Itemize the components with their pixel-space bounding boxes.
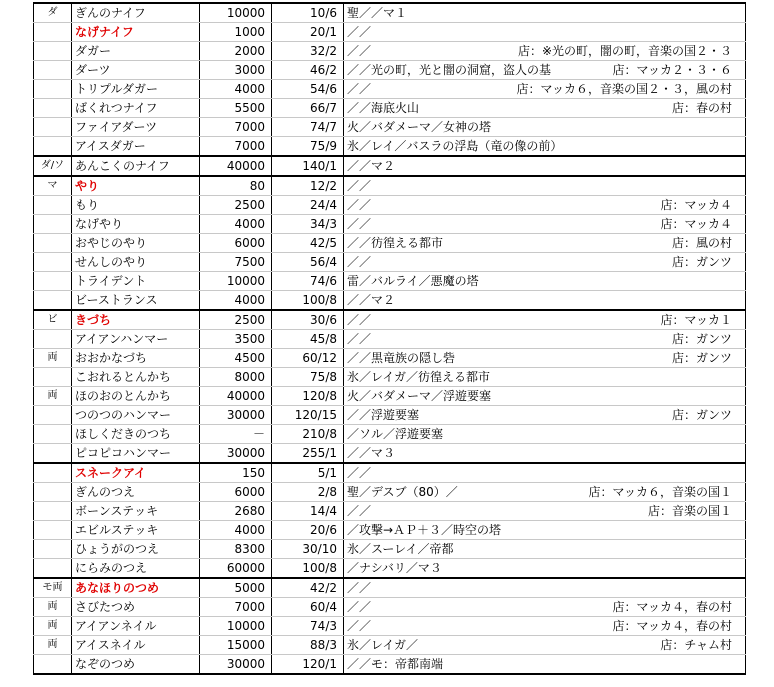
weapon-name-cell: つのつのハンマー: [72, 406, 200, 425]
category-cell: [34, 234, 72, 253]
weapon-name-cell: ほのおのとんかち: [72, 387, 200, 406]
table-row: [34, 502, 746, 521]
stat-cell: 34/3: [272, 215, 344, 234]
note-text: ／／マ３: [347, 446, 396, 460]
price-cell: 8300: [200, 540, 272, 559]
note-text: ／／光の町，光と闇の洞窟，盗人の基: [347, 63, 552, 77]
shop-text: [732, 521, 742, 539]
stat-cell: 74/3: [272, 617, 344, 636]
note-text: ／／: [347, 466, 372, 480]
stat-cell: 5/1: [272, 463, 344, 483]
category-cell: [34, 272, 72, 291]
note-text: 氷／レイガ／: [347, 638, 419, 652]
table-row: [34, 578, 746, 598]
shop-text: [732, 137, 742, 155]
note-cell: [344, 387, 746, 406]
weapon-name-cell: ほしくだきのつち: [72, 425, 200, 444]
note-cell: [344, 483, 746, 502]
weapon-name-cell: あなほりのつめ: [72, 578, 200, 598]
shop-text: 店：マッカ４: [660, 217, 732, 231]
price-cell: －: [200, 425, 272, 444]
table-row: [34, 425, 746, 444]
stat-cell: 24/4: [272, 196, 344, 215]
price-cell: 8000: [200, 368, 272, 387]
weapon-name-cell: アイアンハンマー: [72, 330, 200, 349]
price-cell: 30000: [200, 406, 272, 425]
table-row: [34, 156, 746, 176]
table-row: [34, 540, 746, 559]
note-cell: [344, 80, 746, 99]
category-cell: [34, 444, 72, 464]
category-cell: [34, 368, 72, 387]
category-cell: ダ: [34, 3, 72, 23]
weapon-name-cell: おやじのやり: [72, 234, 200, 253]
table-row: [34, 176, 746, 196]
price-cell: 3000: [200, 61, 272, 80]
note-text: ／／: [347, 179, 372, 193]
category-cell: [34, 330, 72, 349]
weapon-name-cell: ぎんのナイフ: [72, 3, 200, 23]
shop-text: [732, 540, 742, 558]
category-cell: モ両: [34, 578, 72, 598]
shop-text: 店：ガンツ: [671, 408, 732, 422]
price-cell: 10000: [200, 3, 272, 23]
note-text: ／／モ：帝都南端: [347, 657, 444, 671]
table-row: [34, 234, 746, 253]
stat-cell: 14/4: [272, 502, 344, 521]
category-cell: [34, 521, 72, 540]
table-row: [34, 444, 746, 464]
shop-text: 店：マッカ６，音楽の国２・３，風の村: [516, 82, 732, 96]
shop-text: 店：マッカ１: [660, 313, 732, 327]
note-cell: [344, 521, 746, 540]
stat-cell: 210/8: [272, 425, 344, 444]
note-text: ／／: [347, 581, 372, 595]
weapon-name-cell: やり: [72, 176, 200, 196]
shop-text: 店：マッカ４: [660, 198, 732, 212]
note-cell: [344, 559, 746, 579]
weapon-name-cell: さびたつめ: [72, 598, 200, 617]
shop-text: [732, 291, 742, 309]
weapon-name-cell: ファイアダーツ: [72, 118, 200, 137]
weapon-name-cell: ボーンステッキ: [72, 502, 200, 521]
shop-text: 店：音楽の国１: [647, 504, 732, 518]
category-cell: マ: [34, 176, 72, 196]
shop-text: [732, 118, 742, 136]
shop-text: [732, 579, 742, 597]
category-cell: [34, 215, 72, 234]
note-cell: [344, 636, 746, 655]
note-text: ／／海底火山: [347, 101, 420, 115]
shop-text: 店：チャム村: [660, 638, 732, 652]
table-row: [34, 118, 746, 137]
stat-cell: 66/7: [272, 99, 344, 118]
weapon-name-cell: おおかなづち: [72, 349, 200, 368]
stat-cell: 32/2: [272, 42, 344, 61]
shop-text: 店：マッカ４，春の村: [612, 600, 732, 614]
note-text: 氷／レイガ／彷徨える都市: [347, 370, 491, 384]
stat-cell: 10/6: [272, 3, 344, 23]
note-cell: [344, 291, 746, 311]
note-text: ／／: [347, 198, 372, 212]
note-text: 氷／レイ／バスラの浮島（竜の像の前）: [347, 139, 563, 153]
stat-cell: 75/8: [272, 368, 344, 387]
weapon-name-cell: なぞのつめ: [72, 655, 200, 675]
price-cell: 2500: [200, 196, 272, 215]
note-cell: [344, 617, 746, 636]
shop-text: [732, 559, 742, 577]
note-text: ／／: [347, 25, 372, 39]
shop-text: 店：春の村: [671, 101, 732, 115]
table-row: [34, 636, 746, 655]
category-cell: [34, 463, 72, 483]
price-cell: 5000: [200, 578, 272, 598]
note-text: ／攻撃→ＡＰ＋３／時空の塔: [347, 523, 502, 537]
note-text: ／／マ２: [347, 159, 396, 173]
price-cell: 60000: [200, 559, 272, 579]
price-cell: 4000: [200, 291, 272, 311]
category-cell: 両: [34, 387, 72, 406]
note-cell: [344, 578, 746, 598]
note-text: ／ソル／浮遊要塞: [347, 427, 444, 441]
price-cell: 40000: [200, 387, 272, 406]
note-text: ／／マ２: [347, 293, 396, 307]
price-cell: 4500: [200, 349, 272, 368]
shop-text: 店：マッカ６，音楽の国１: [588, 485, 732, 499]
weapon-table: [33, 2, 746, 675]
table-row: [34, 215, 746, 234]
price-cell: 2500: [200, 310, 272, 330]
price-cell: 10000: [200, 272, 272, 291]
note-text: ／／: [347, 217, 372, 231]
stat-cell: 88/3: [272, 636, 344, 655]
note-cell: [344, 330, 746, 349]
category-cell: 両: [34, 617, 72, 636]
note-text: ／／: [347, 504, 372, 518]
category-cell: [34, 80, 72, 99]
shop-text: [732, 23, 742, 41]
table-row: [34, 368, 746, 387]
price-cell: 6000: [200, 234, 272, 253]
note-text: 氷／スーレイ／帝都: [347, 542, 454, 556]
price-cell: 80: [200, 176, 272, 196]
weapon-name-cell: あんこくのナイフ: [72, 156, 200, 176]
price-cell: 10000: [200, 617, 272, 636]
note-cell: [344, 540, 746, 559]
table-row: [34, 463, 746, 483]
price-cell: 30000: [200, 444, 272, 464]
note-text: ／／黒竜族の隠し砦: [347, 351, 456, 365]
category-cell: [34, 291, 72, 311]
weapon-name-cell: トリプルダガー: [72, 80, 200, 99]
table-row: [34, 617, 746, 636]
price-cell: 7000: [200, 137, 272, 157]
price-cell: 150: [200, 463, 272, 483]
weapon-name-cell: なげナイフ: [72, 23, 200, 42]
weapon-name-cell: エビルステッキ: [72, 521, 200, 540]
price-cell: 4000: [200, 521, 272, 540]
table-row: [34, 521, 746, 540]
note-cell: [344, 444, 746, 464]
table-row: [34, 80, 746, 99]
category-cell: [34, 99, 72, 118]
note-text: 雷／バルライ／悪魔の塔: [347, 274, 479, 288]
price-cell: 3500: [200, 330, 272, 349]
table-row: [34, 655, 746, 675]
stat-cell: 75/9: [272, 137, 344, 157]
price-cell: 7000: [200, 598, 272, 617]
weapon-name-cell: ばくれつナイフ: [72, 99, 200, 118]
category-cell: 両: [34, 349, 72, 368]
shop-text: 店：マッカ４，春の村: [612, 619, 732, 633]
shop-text: [732, 425, 742, 443]
stat-cell: 120/1: [272, 655, 344, 675]
weapon-name-cell: にらみのつえ: [72, 559, 200, 579]
weapon-name-cell: ダガー: [72, 42, 200, 61]
note-text: ／／彷徨える都市: [347, 236, 444, 250]
weapon-name-cell: ダーツ: [72, 61, 200, 80]
category-cell: [34, 655, 72, 675]
note-text: ／／: [347, 600, 372, 614]
category-cell: [34, 118, 72, 137]
note-cell: [344, 406, 746, 425]
weapon-name-cell: ぎんのつえ: [72, 483, 200, 502]
note-cell: [344, 253, 746, 272]
price-cell: 5500: [200, 99, 272, 118]
shop-text: 店：ガンツ: [671, 255, 732, 269]
stat-cell: 46/2: [272, 61, 344, 80]
table-row: [34, 272, 746, 291]
stat-cell: 56/4: [272, 253, 344, 272]
stat-cell: 255/1: [272, 444, 344, 464]
stat-cell: 30/10: [272, 540, 344, 559]
note-cell: [344, 156, 746, 176]
weapon-name-cell: スネークアイ: [72, 463, 200, 483]
note-cell: [344, 215, 746, 234]
category-cell: [34, 502, 72, 521]
stat-cell: 20/1: [272, 23, 344, 42]
note-cell: [344, 368, 746, 387]
stat-cell: 30/6: [272, 310, 344, 330]
note-cell: [344, 502, 746, 521]
note-text: ／／: [347, 82, 372, 96]
stat-cell: 42/5: [272, 234, 344, 253]
category-cell: [34, 425, 72, 444]
weapon-name-cell: もり: [72, 196, 200, 215]
note-text: ／／: [347, 313, 372, 327]
stat-cell: 20/6: [272, 521, 344, 540]
weapon-name-cell: アイスネイル: [72, 636, 200, 655]
note-cell: [344, 310, 746, 330]
table-row: [34, 483, 746, 502]
weapon-name-cell: せんしのやり: [72, 253, 200, 272]
price-cell: 30000: [200, 655, 272, 675]
table-row: [34, 137, 746, 157]
shop-text: [732, 387, 742, 405]
note-cell: [344, 655, 746, 675]
note-cell: [344, 463, 746, 483]
weapon-name-cell: こおれるとんかち: [72, 368, 200, 387]
note-cell: [344, 598, 746, 617]
stat-cell: 100/8: [272, 559, 344, 579]
note-text: ／／浮遊要塞: [347, 408, 420, 422]
table-row: [34, 61, 746, 80]
category-cell: [34, 42, 72, 61]
note-cell: [344, 425, 746, 444]
price-cell: 4000: [200, 80, 272, 99]
stat-cell: 120/8: [272, 387, 344, 406]
price-cell: 1000: [200, 23, 272, 42]
price-cell: 6000: [200, 483, 272, 502]
table-row: [34, 387, 746, 406]
note-cell: [344, 272, 746, 291]
table-row: [34, 598, 746, 617]
category-cell: [34, 137, 72, 157]
category-cell: 両: [34, 598, 72, 617]
note-cell: [344, 234, 746, 253]
stat-cell: 60/12: [272, 349, 344, 368]
price-cell: 4000: [200, 215, 272, 234]
shop-text: 店：ガンツ: [671, 332, 732, 346]
note-text: ／／: [347, 255, 372, 269]
table-row: [34, 99, 746, 118]
note-cell: [344, 3, 746, 23]
note-text: 聖／デスブ（80）／: [347, 485, 458, 499]
weapon-table-body: [34, 3, 746, 674]
table-row: [34, 349, 746, 368]
note-text: ／／: [347, 619, 372, 633]
note-text: ／／: [347, 44, 372, 58]
price-cell: 15000: [200, 636, 272, 655]
table-row: [34, 310, 746, 330]
shop-text: [732, 177, 742, 195]
stat-cell: 74/7: [272, 118, 344, 137]
weapon-name-cell: ビーストランス: [72, 291, 200, 311]
note-cell: [344, 196, 746, 215]
category-cell: ビ: [34, 310, 72, 330]
stat-cell: 60/4: [272, 598, 344, 617]
stat-cell: 74/6: [272, 272, 344, 291]
table-row: [34, 330, 746, 349]
table-row: [34, 42, 746, 61]
note-text: 火／バダメーマ／女神の塔: [347, 120, 492, 134]
category-cell: [34, 559, 72, 579]
note-cell: [344, 61, 746, 80]
stat-cell: 12/2: [272, 176, 344, 196]
shop-text: [732, 464, 742, 482]
note-text: ／ナシバリ／マ３: [347, 561, 442, 575]
table-row: [34, 23, 746, 42]
weapon-name-cell: アイアンネイル: [72, 617, 200, 636]
price-cell: 2680: [200, 502, 272, 521]
category-cell: [34, 61, 72, 80]
shop-text: [732, 157, 742, 175]
shop-text: [732, 272, 742, 290]
note-cell: [344, 42, 746, 61]
category-cell: [34, 483, 72, 502]
category-cell: [34, 540, 72, 559]
shop-text: [732, 4, 742, 22]
table-row: [34, 559, 746, 579]
note-cell: [344, 176, 746, 196]
category-cell: 両: [34, 636, 72, 655]
price-cell: 7500: [200, 253, 272, 272]
shop-text: [732, 444, 742, 462]
shop-text: [732, 655, 742, 673]
stat-cell: 45/8: [272, 330, 344, 349]
weapon-name-cell: きづち: [72, 310, 200, 330]
shop-text: [732, 368, 742, 386]
note-cell: [344, 349, 746, 368]
table-row: [34, 291, 746, 311]
weapon-name-cell: トライデント: [72, 272, 200, 291]
price-cell: 7000: [200, 118, 272, 137]
note-text: 聖／／マ１: [347, 6, 408, 20]
shop-text: 店：※光の町，闇の町，音楽の国２・３: [517, 44, 732, 58]
price-cell: 40000: [200, 156, 272, 176]
table-row: [34, 3, 746, 23]
category-cell: ダ/ソ: [34, 156, 72, 176]
category-cell: [34, 406, 72, 425]
table-row: [34, 196, 746, 215]
note-cell: [344, 99, 746, 118]
category-cell: [34, 196, 72, 215]
weapon-name-cell: アイスダガー: [72, 137, 200, 157]
category-cell: [34, 253, 72, 272]
note-cell: [344, 137, 746, 157]
shop-text: 店：風の村: [671, 236, 732, 250]
weapon-name-cell: なげやり: [72, 215, 200, 234]
weapon-name-cell: ピコピコハンマー: [72, 444, 200, 464]
weapon-name-cell: ひょうがのつえ: [72, 540, 200, 559]
note-text: ／／: [347, 332, 372, 346]
stat-cell: 140/1: [272, 156, 344, 176]
shop-text: 店：ガンツ: [671, 351, 732, 365]
stat-cell: 2/8: [272, 483, 344, 502]
shop-text: 店：マッカ２・３・６: [612, 63, 732, 77]
table-row: [34, 253, 746, 272]
price-cell: 2000: [200, 42, 272, 61]
stat-cell: 54/6: [272, 80, 344, 99]
category-cell: [34, 23, 72, 42]
note-text: 火／バダメーマ／浮遊要塞: [347, 389, 492, 403]
stat-cell: 42/2: [272, 578, 344, 598]
table-row: [34, 406, 746, 425]
stat-cell: 120/15: [272, 406, 344, 425]
note-cell: [344, 23, 746, 42]
note-cell: [344, 118, 746, 137]
stat-cell: 100/8: [272, 291, 344, 311]
